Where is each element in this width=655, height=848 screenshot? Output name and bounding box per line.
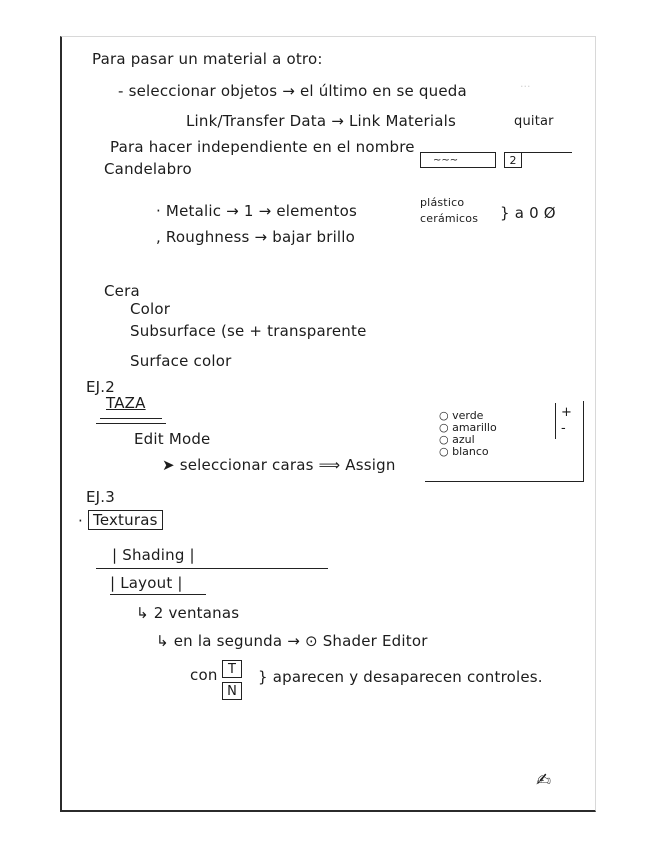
field-underline (522, 152, 572, 153)
note-surface-color: Surface color (130, 352, 232, 370)
layout-underline (110, 594, 206, 595)
name-field-value: ~~~ (420, 152, 496, 168)
tab-layout: | Layout | (110, 574, 183, 592)
option-verde: ○ verde (439, 409, 484, 422)
key-t: T (222, 660, 242, 678)
tab-divider-line (96, 568, 328, 569)
heading-ej3: EJ.3 (86, 488, 116, 506)
user-count-box: 2 (504, 152, 522, 168)
note-ceramicos: cerámicos (420, 212, 479, 225)
bleed-through-text: ··· (520, 80, 531, 93)
note-assign: ➤ seleccionar caras ⟹ Assign (162, 456, 396, 474)
note-line-3: Link/Transfer Data → Link Materials (186, 112, 457, 130)
note-metalic: · Metalic → 1 → elementos (156, 202, 357, 220)
note-quitar: quitar (514, 114, 554, 129)
heading-texturas: Texturas (88, 510, 163, 530)
note-plastico: plástico (420, 196, 465, 209)
note-line-1: Para pasar un material a otro: (92, 50, 323, 68)
heading-taza: TAZA (106, 394, 146, 412)
option-azul: ○ azul (439, 433, 475, 446)
name-field-sketch (420, 152, 572, 170)
note-con: con (190, 666, 218, 684)
note-line-2: - seleccionar objetos → el último en se queda (118, 82, 467, 100)
note-shader-editor: ↳ en la segunda → ⊙ Shader Editor (156, 632, 428, 650)
panel-divider (555, 403, 557, 439)
minus-icon: - (561, 421, 566, 436)
note-cera: Cera (104, 282, 140, 300)
note-brace-value: } a 0 Ø (500, 204, 556, 222)
note-ventanas: ↳ 2 ventanas (136, 604, 240, 622)
signature-mark: ✍ (536, 770, 552, 791)
taza-underline (100, 418, 162, 419)
note-line-4: Para hacer independiente en el nombre (110, 138, 415, 156)
material-slot-panel-sketch (425, 401, 584, 482)
note-subsurface: Subsurface (se + transparente (130, 322, 367, 340)
plus-icon: + (561, 405, 572, 420)
bullet-dot: · (78, 512, 83, 530)
note-aparecen: } aparecen y desaparecen controles. (258, 668, 543, 686)
note-candelabro: Candelabro (104, 160, 192, 178)
note-edit-mode: Edit Mode (134, 430, 211, 448)
taza-underline-2 (96, 423, 166, 424)
tab-shading: | Shading | (112, 546, 195, 564)
tab-shading-label: Shading (122, 546, 185, 564)
note-roughness: , Roughness → bajar brillo (156, 228, 356, 246)
heading-ej2: EJ.2 (86, 378, 116, 396)
note-color: Color (130, 300, 171, 318)
tab-layout-label: Layout (120, 574, 173, 592)
key-n: N (222, 682, 242, 700)
option-blanco: ○ blanco (439, 445, 489, 458)
option-amarillo: ○ amarillo (439, 421, 497, 434)
